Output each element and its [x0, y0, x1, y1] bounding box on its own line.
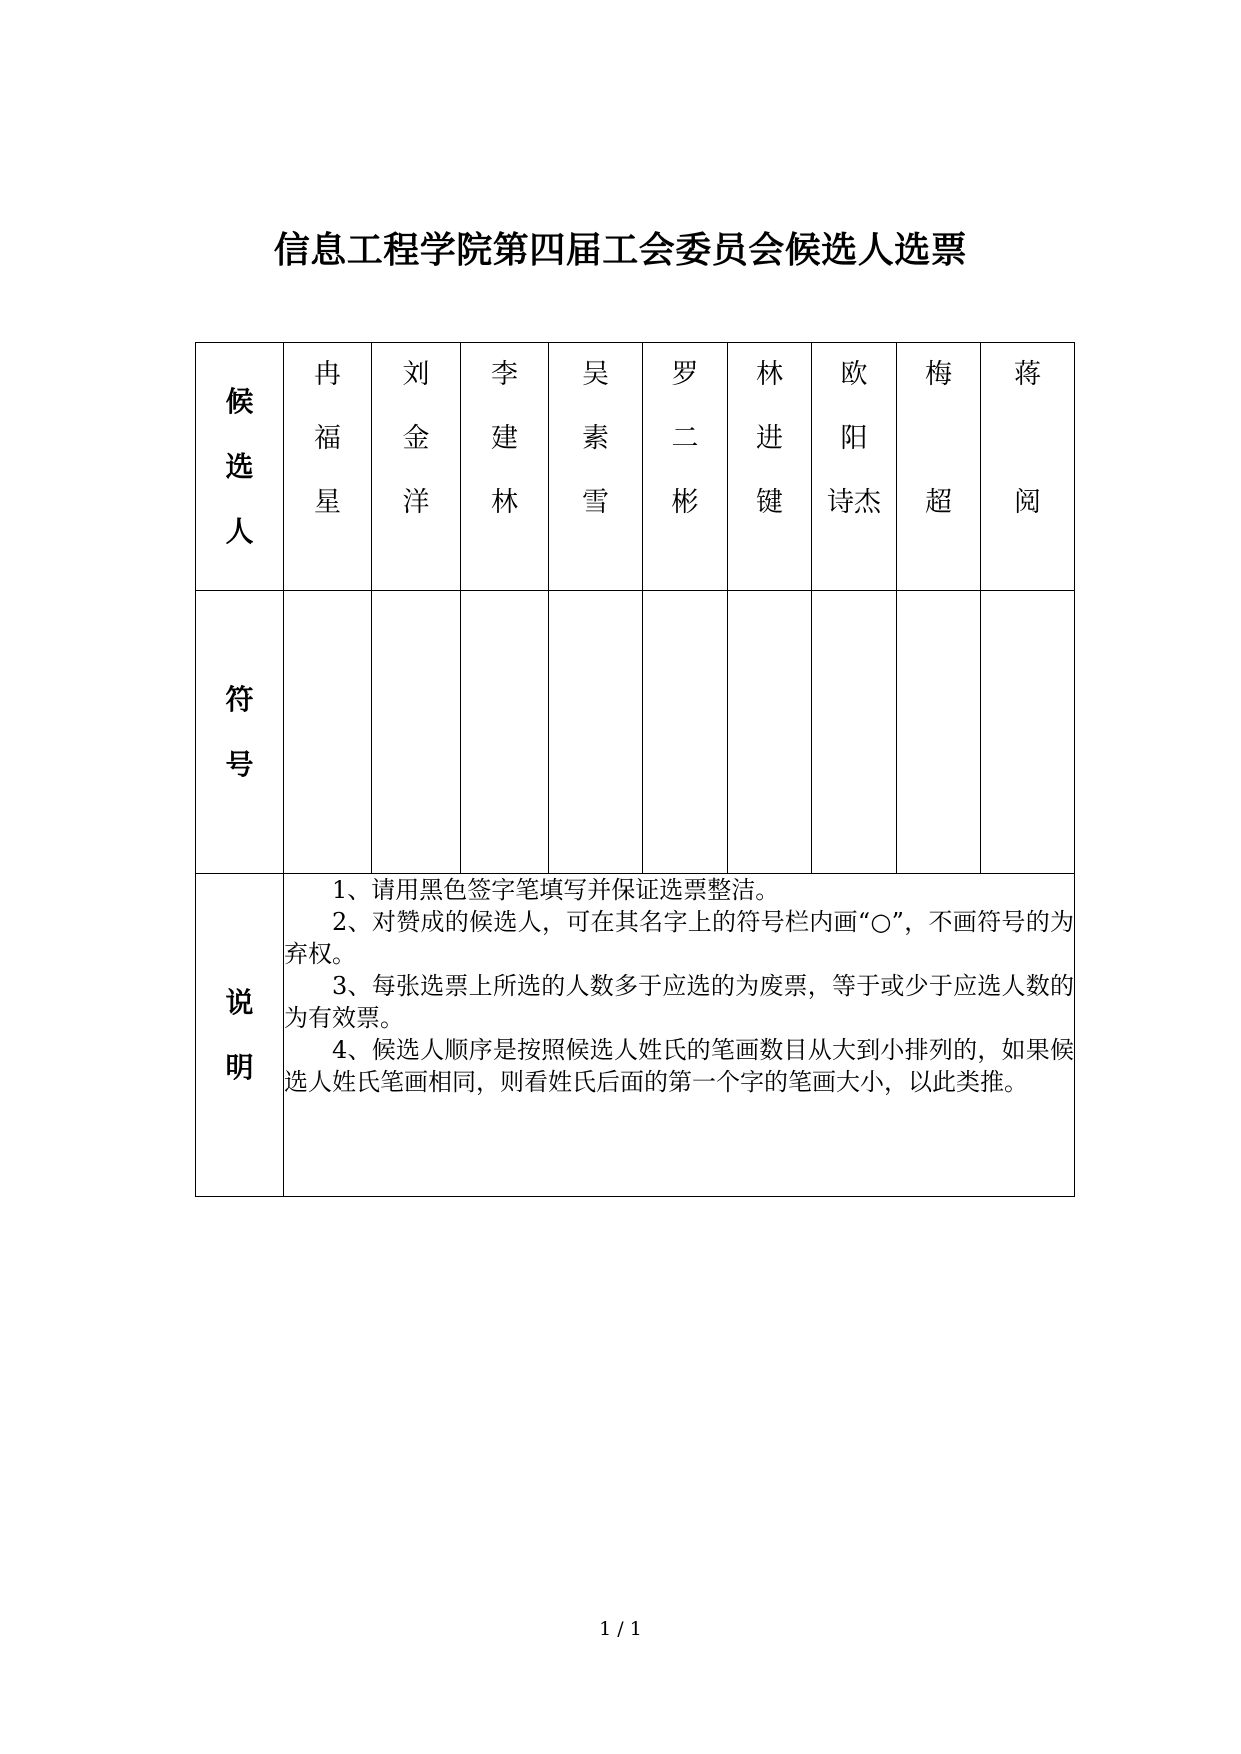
candidate-name-char: 诗杰 [827, 487, 881, 518]
symbol-row [196, 591, 1075, 874]
candidate-name-char: 雪 [582, 487, 609, 518]
candidate-name-cell [897, 343, 981, 591]
candidate-name-char: 二 [671, 423, 699, 454]
row-label-char: 选 [225, 450, 254, 483]
symbol-cell[interactable] [981, 591, 1075, 874]
row-label-char: 明 [225, 1051, 254, 1084]
notes-row-label [196, 874, 284, 1197]
symbol-cell[interactable] [549, 591, 643, 874]
candidate-name-cell [981, 343, 1075, 591]
symbol-row-label [196, 591, 284, 874]
note-item: 3、每张选票上所选的人数多于应选的为废票，等于或少于应选人数的为有效票。 [284, 972, 1074, 1032]
candidate-name-char: 欧 [840, 359, 868, 390]
candidate-name-cell [549, 343, 643, 591]
candidate-name-char: 进 [756, 423, 783, 454]
candidate-name-char [981, 407, 1074, 471]
ballot-table [195, 342, 1075, 1197]
symbol-cell[interactable] [812, 591, 897, 874]
candidate-name-char: 冉 [314, 359, 341, 390]
candidate-name-cell [812, 343, 897, 591]
candidate-name-char: 建 [491, 423, 518, 454]
row-label-char: 符 [225, 683, 254, 716]
candidates-row-label [196, 343, 284, 591]
ballot-title: 信息工程学院第四届工会委员会候选人选票 [273, 230, 968, 271]
candidate-name-char: 阅 [1014, 487, 1041, 518]
notes-cell [284, 874, 1075, 1197]
candidate-name-cell [372, 343, 461, 591]
row-label-char: 候 [225, 385, 254, 418]
candidates-row [196, 343, 1075, 591]
candidate-name-char: 林 [491, 487, 518, 518]
note-item: 4、候选人顺序是按照候选人姓氏的笔画数目从大到小排列的，如果候选人姓氏笔画相同，则看姓氏后面的第一个字的笔画大小，以此类推。 [284, 1036, 1074, 1096]
candidate-name-char: 彬 [671, 487, 699, 518]
row-label-char: 人 [225, 515, 254, 548]
candidate-name-char: 金 [402, 423, 430, 454]
candidate-name-char: 吴 [582, 359, 609, 390]
symbol-cell[interactable] [372, 591, 461, 874]
page-number: 1 / 1 [599, 1618, 642, 1640]
candidate-name-char: 李 [491, 359, 518, 390]
candidate-name-char: 林 [756, 359, 783, 390]
candidate-name-char: 键 [756, 487, 783, 518]
candidate-name-char [897, 407, 980, 471]
candidate-name-char: 梅 [925, 359, 952, 390]
notes-row [196, 874, 1075, 1197]
symbol-cell[interactable] [284, 591, 372, 874]
candidate-name-char: 罗 [671, 359, 699, 390]
candidate-name-char: 超 [925, 487, 952, 518]
symbol-cell[interactable] [461, 591, 549, 874]
row-label-char: 说 [225, 986, 254, 1019]
note-item: 2、对赞成的候选人，可在其名字上的符号栏内画“○”，不画符号的为弃权。 [284, 908, 1074, 968]
candidate-name-char: 蒋 [1014, 359, 1041, 390]
note-item: 1、请用黑色签字笔填写并保证选票整洁。 [332, 876, 780, 904]
symbol-cell[interactable] [897, 591, 981, 874]
row-label-char: 号 [225, 748, 254, 781]
symbol-cell[interactable] [728, 591, 812, 874]
candidate-name-char: 阳 [840, 423, 868, 454]
candidate-name-char: 素 [582, 423, 609, 454]
candidate-name-cell [728, 343, 812, 591]
candidate-name-char: 福 [314, 423, 341, 454]
candidate-name-char: 刘 [402, 359, 430, 390]
candidate-name-cell [284, 343, 372, 591]
candidate-name-char: 星 [314, 487, 341, 518]
candidate-name-cell [643, 343, 728, 591]
candidate-name-char: 洋 [402, 487, 430, 518]
candidate-name-cell [461, 343, 549, 591]
symbol-cell[interactable] [643, 591, 728, 874]
